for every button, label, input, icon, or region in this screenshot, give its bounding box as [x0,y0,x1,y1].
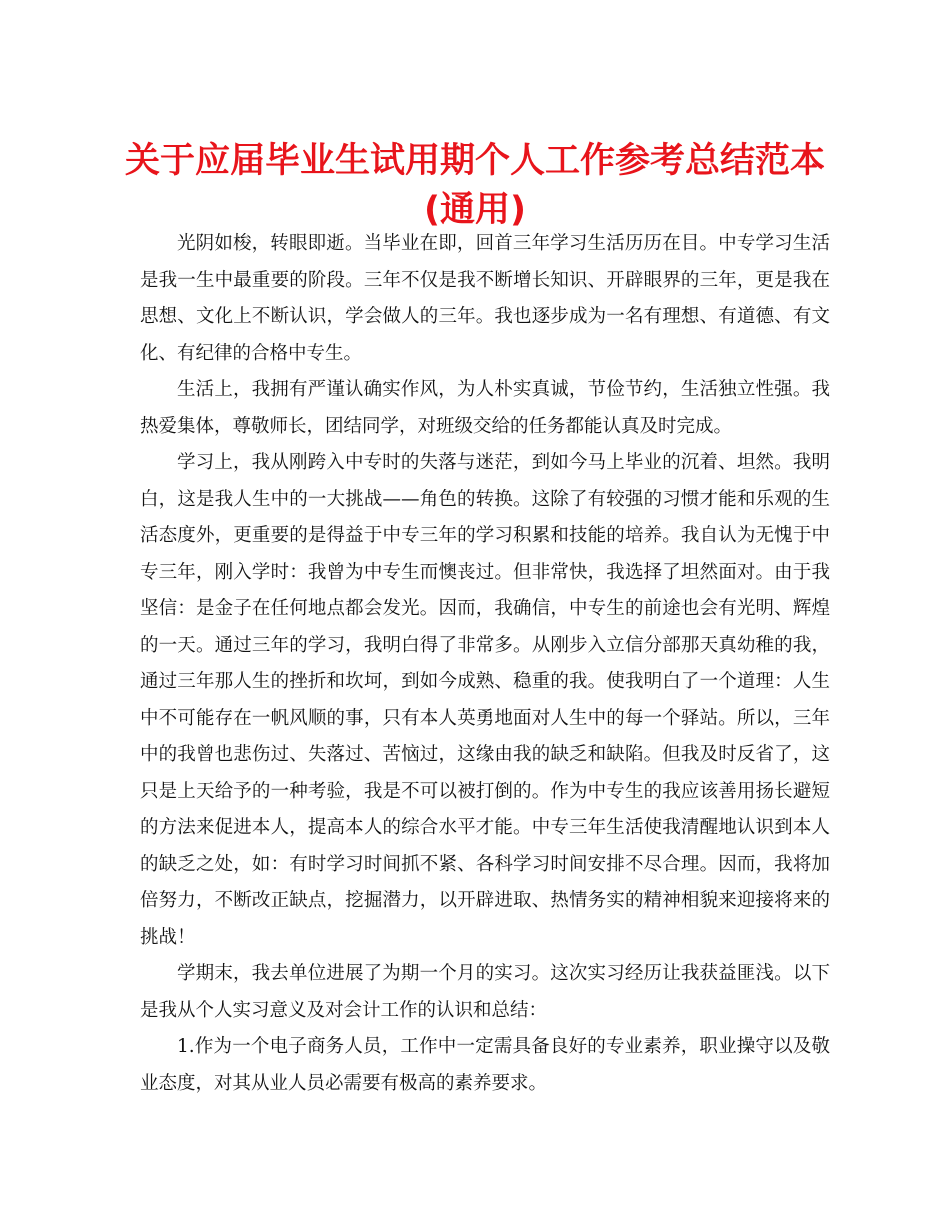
document-title: 关于应届毕业生试用期个人工作参考总结范本 [124,141,825,181]
paragraph: 光阴如梭，转眼即逝。当毕业在即，回首三年学习生活历历在目。中专学习生活是我一生中最重要的阶段。三年不仅是我不断增长知识、开辟眼界的三年，更是我在思想、文化上不断认识，学会做人的三年。我也逐步成为一名有理想、有道德、有文化、有纪律的合格中专生。 [140,233,830,364]
document-body [140,226,830,1102]
paragraph: 学期末，我去单位进展了为期一个月的实习。这次实习经历让我获益匪浅。以下是我从个人实习意义及对会计工作的认识和总结： [140,963,830,1021]
paragraph: 1.作为一个电子商务人员，工作中一定需具备良好的专业素养，职业操守以及敬业态度，对其从业人员必需要有极高的素养要求。 [140,1036,830,1094]
document-title-subtitle: (通用) [424,190,526,230]
paragraph: 学习上，我从刚跨入中专时的失落与迷茫，到如今马上毕业的沉着、坦然。我明白，这是我人生中的一大挑战——角色的转换。这除了有较强的习惯才能和乐观的生活态度外，更重要的是得益于中专三年的学习积累和技能的培养。我自认为无愧于中专三年，刚入学时：我曾为中专生而懊丧过。但非常快，我选择了坦然面对。由于我坚信：是金子在任何地点都会发光。因而，我确信，中专生的前途也会有光明、辉煌的一天。通过三年的学习，我明白得了非常多。从刚步入立信分部那天真幼稚的我，通过三年那人生的挫折和坎坷，到如今成熟、稳重的我。使我明白了一个道理：人生中不可能存在一帆风顺的事，只有本人英勇地面对人生中的每一个驿站。所以，三年中的我曾也悲伤过、失落过、苦恼过，这缘由我的缺乏和缺陷。但我及时反省了，这只是上天给予的一种考验，我是不可以被打倒的。作为中专生的我应该善用扬长避短的方法来促进本人，提高本人的综合水平才能。中专三年生活使我清醒地认识到本人的缺乏之处，如：有时学习时间抓不紧、各科学习时间安排不尽合理。因而，我将加倍努力，不断改正缺点，挖掘潜力，以开辟进取、热情务实的精神相貌来迎接将来的挑战！ [140,452,830,948]
paragraph: 生活上，我拥有严谨认确实作风，为人朴实真诚，节俭节约，生活独立性强。我热爱集体，尊敬师长，团结同学，对班级交给的任务都能认真及时完成。 [140,379,830,437]
